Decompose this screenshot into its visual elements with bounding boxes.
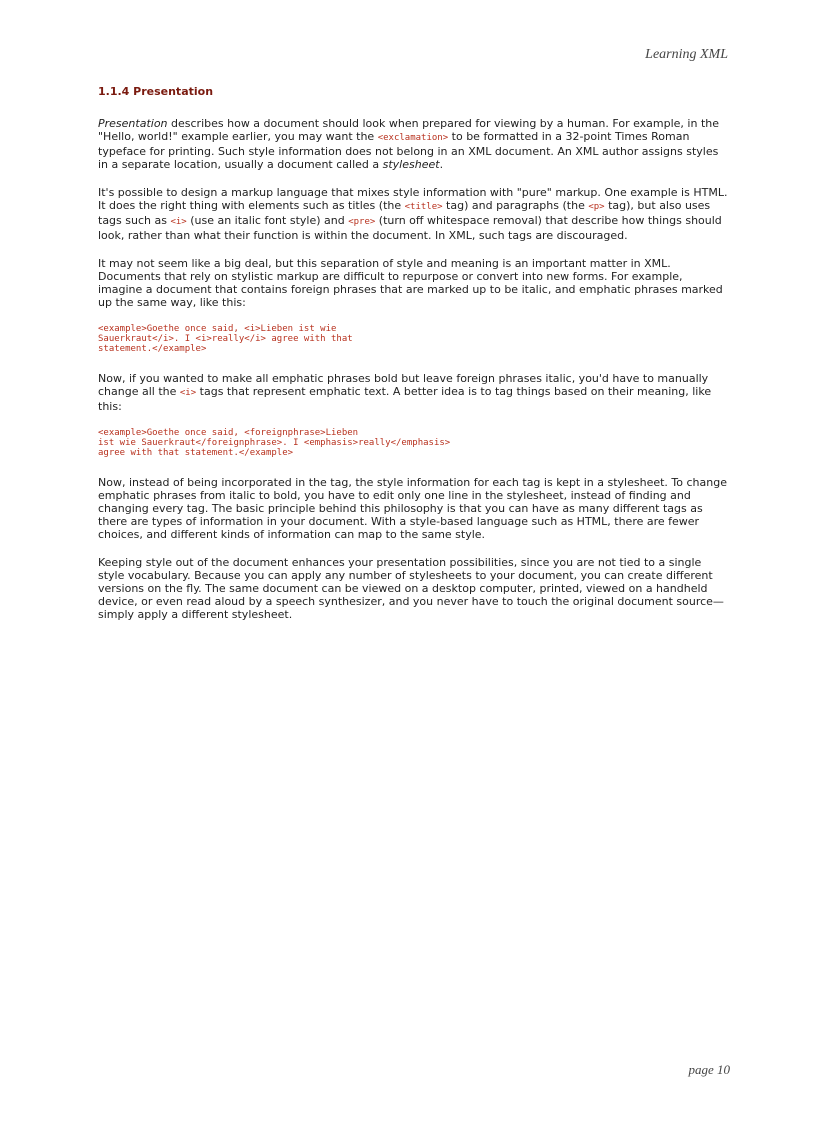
- term-stylesheet: stylesheet: [382, 158, 440, 171]
- inline-code-title: <title>: [404, 202, 443, 212]
- code-example-semantic: <example>Goethe once said, <foreignphrase>Lieben ist wie Sauerkraut</foreignphrase>. I <emphasis>really</emphasis> agree with that statement.</example>: [98, 428, 451, 458]
- running-header: Learning XML: [645, 47, 728, 62]
- text-run: to be formatted in a 32-point Times Roman typeface for printing. Such style information does not belong in an XML document. An XML author assigns styles in a separate location, usually a document called a: [98, 130, 719, 171]
- paragraph-stylesheet-principle: Now, instead of being incorporated in the tag, the style information for each tag is kept in a stylesheet. To change emphatic phrases from italic to bold, you have to edit only one line in the stylesheet, instead of finding and changing every tag. The basic principle behind this philosophy is that you can have as many different tags as there are types of information in your document. With a style-based language such as HTML, there are fewer choices, and different kinds of information can map to the same style.: [98, 476, 727, 541]
- text-run: tag), but also uses tags such as: [98, 199, 711, 227]
- inline-code-pre: <pre>: [348, 217, 376, 227]
- text-run: .: [439, 158, 444, 171]
- term-presentation: Presentation: [98, 117, 168, 130]
- text-run: (use an italic font style) and: [186, 214, 349, 227]
- paragraph-presentation-possibilities: Keeping style out of the document enhances your presentation possibilities, since you are not tied to a single style vocabulary. Because you can apply any number of stylesheets to your document, you can create different versions on the fly. The same document can be viewed on a desktop computer, printed, viewed on a handheld device, or even read aloud by a speech synthesizer, and you never have to touch the original document source—simply apply a different stylesheet.: [98, 556, 724, 621]
- text-run: tag) and paragraphs (the: [442, 199, 589, 212]
- section-heading: 1.1.4 Presentation: [98, 85, 214, 98]
- page-content: [98, 85, 730, 636]
- inline-code-i: <i>: [170, 217, 187, 227]
- paragraph-manual-change: [98, 372, 730, 413]
- paragraph-presentation-intro: [98, 117, 730, 171]
- paragraph-separation: It may not seem like a big deal, but this separation of style and meaning is an important matter in XML. Documents that rely on stylistic markup are difficult to repurpose or convert into new forms. For example, imagine a document that contains foreign phrases that are marked up to be italic, and emphatic phrases marked up the same way, like this:: [98, 257, 723, 309]
- paragraph-html-mixing: [98, 186, 730, 242]
- text-run: describes how a document should look when prepared for viewing by a human. For example, in the "Hello, world!" example earlier, you may want the: [98, 117, 719, 143]
- code-example-italic: <example>Goethe once said, <i>Lieben ist wie Sauerkraut</i>. I <i>really</i> agree with that statement.</example>: [98, 324, 353, 354]
- text-run: Now, if you wanted to make all emphatic phrases bold but leave foreign phrases italic, you'd have to manually change all the: [98, 372, 709, 398]
- text-run: (turn off whitespace removal) that describe how things should look, rather than what their function is within the document. In XML, such tags are discouraged.: [98, 214, 722, 242]
- text-run: It's possible to design a markup language that mixes style information with "pure" markup. One example is HTML. It does the right thing with elements such as titles (the: [98, 186, 728, 212]
- page-number: page 10: [688, 1062, 730, 1077]
- inline-code-exclamation: <exclamation>: [377, 133, 449, 143]
- text-run: tags that represent emphatic text. A better idea is to tag things based on their meaning, like this:: [98, 385, 712, 413]
- inline-code-i: <i>: [179, 388, 197, 398]
- inline-code-p: <p>: [588, 202, 605, 212]
